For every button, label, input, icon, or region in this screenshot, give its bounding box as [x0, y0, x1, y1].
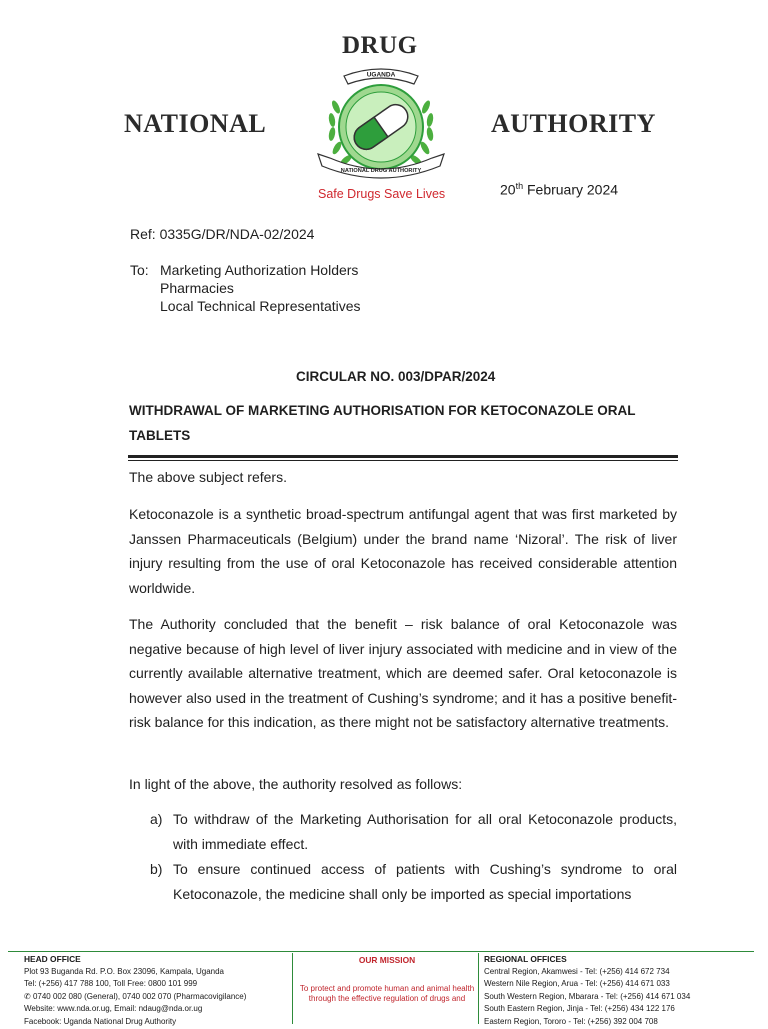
- subject-divider: [128, 455, 678, 458]
- footer-line: Plot 93 Buganda Rd. P.O. Box 23096, Kampala, Uganda: [24, 966, 224, 976]
- footer-head-office-title: HEAD OFFICE: [24, 954, 81, 964]
- letterhead-word-national: NATIONAL: [124, 109, 267, 138]
- subject-line-1: WITHDRAWAL OF MARKETING AUTHORISATION FOR KETOCONAZOLE ORAL: [129, 403, 636, 418]
- phone-icon: ✆: [24, 991, 33, 1001]
- recipient-3: Local Technical Representatives: [160, 298, 361, 314]
- footer-separator: [478, 953, 479, 1024]
- svg-text:UGANDA: UGANDA: [366, 71, 396, 79]
- footer-line: Eastern Region, Tororo - Tel: (+256) 392 004 708: [484, 1016, 658, 1026]
- svg-text:NATIONAL DRUG AUTHORITY: NATIONAL DRUG AUTHORITY: [340, 168, 422, 174]
- resolution-text: To ensure continued access of patients with Cushing’s syndrome to oral Ketoconazole, the medicine shall only be imported as special importations: [173, 861, 677, 902]
- footer-line: Website: www.nda.or.ug, Email: ndaug@nda.or.ug: [24, 1004, 203, 1014]
- paragraph-2: Ketoconazole is a synthetic broad-spectrum antifungal agent that was first marketed by Janssen Pharmaceuticals (Belgium) under the brand name ‘Nizoral’. The risk of liver injury resulting from the use of oral Ketoconazole has received considerable attention worldwide.: [129, 506, 677, 596]
- resolution-marker: b): [150, 861, 163, 877]
- paragraph-1: The above subject refers.: [129, 469, 287, 485]
- footer-line-phone: ✆ 0740 002 080 (General), 0740 002 070 (Pharmacovigilance): [24, 991, 247, 1001]
- reference-number: Ref: 0335G/DR/NDA-02/2024: [130, 226, 315, 242]
- letter-date: 20th February 2024: [500, 181, 619, 198]
- subject-line-2: TABLETS: [129, 428, 191, 443]
- footer-head-office: [24, 953, 286, 1029]
- footer-separator: [292, 953, 293, 1024]
- recipient-1: Marketing Authorization Holders: [160, 262, 359, 278]
- footer-line: South Western Region, Mbarara - Tel: (+256) 414 671 034: [484, 991, 691, 1001]
- subject-divider-thin: [128, 460, 678, 461]
- footer-divider: [8, 951, 754, 952]
- letterhead-word-drug: DRUG: [342, 32, 418, 59]
- footer-mission-title: OUR MISSION: [358, 955, 416, 965]
- resolution-item-a: [150, 807, 677, 856]
- footer-line: Central Region, Akamwesi - Tel: (+256) 414 672 734: [484, 966, 670, 976]
- paragraph-3: The Authority concluded that the benefit – risk balance of oral Ketoconazole was negative because of high level of liver injury associated with medicine and in view of the currently available alternative treatment, which are deemed safer. Oral ketoconazole is however also used in the treatment of Cushing’s syndrome; and it has a positive benefit-risk balance for this indication, as there might not be satisfactory alternative treatments.: [129, 616, 677, 731]
- circular-number: CIRCULAR NO. 003/DPAR/2024: [296, 369, 496, 384]
- footer-mission: [298, 953, 476, 1004]
- to-label: To:: [130, 262, 149, 278]
- footer-mission-text: To protect and promote human and animal health through the effective regulation of drugs and: [299, 983, 475, 1003]
- recipient-2: Pharmacies: [160, 280, 234, 296]
- footer-line: Facebook: Uganda National Drug Authority: [24, 1016, 177, 1026]
- footer-line: Western Nile Region, Arua - Tel: (+256) 414 671 033: [484, 979, 670, 989]
- footer-line: South Eastern Region, Jinja - Tel: (+256) 434 122 176: [484, 1004, 675, 1014]
- resolution-item-b: [150, 857, 677, 906]
- resolution-marker: a): [150, 811, 163, 827]
- nda-seal-logo: [306, 62, 456, 186]
- footer-regional-title: REGIONAL OFFICES: [484, 954, 567, 964]
- footer-regional-offices: [484, 953, 754, 1029]
- slogan: Safe Drugs Save Lives: [318, 187, 446, 201]
- resolution-text: To withdraw of the Marketing Authorisation for all oral Ketoconazole products, with immediate effect.: [173, 811, 677, 852]
- letterhead-word-authority: AUTHORITY: [491, 109, 656, 138]
- footer-line: Tel: (+256) 417 788 100, Toll Free: 0800 101 999: [24, 979, 198, 989]
- paragraph-4: In light of the above, the authority resolved as follows:: [129, 776, 463, 792]
